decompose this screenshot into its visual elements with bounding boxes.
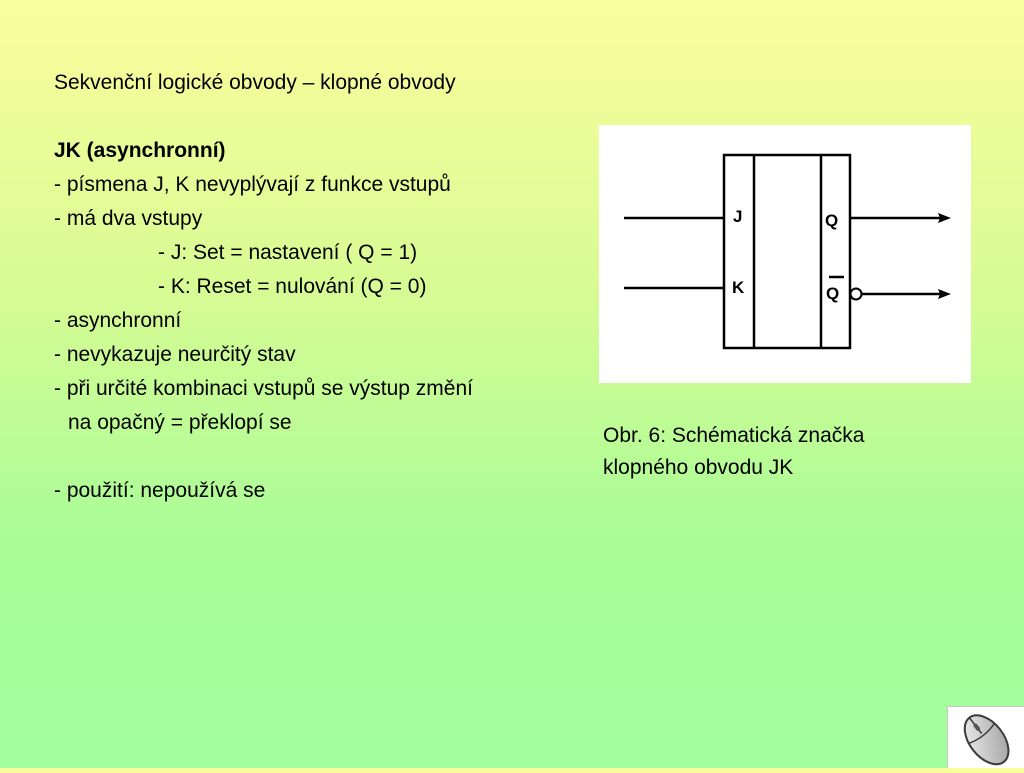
section-heading: JK (asynchronní) xyxy=(54,139,226,162)
slide-text-block xyxy=(54,66,594,508)
bullet-toggle-continuation: na opačný = překlopí se xyxy=(68,411,292,434)
bullet-asynchronous: - asynchronní xyxy=(54,309,182,332)
blank-line xyxy=(54,440,594,474)
bullet-letters: - písmena J, K nevyplývají z funkce vstupů xyxy=(54,173,451,196)
inverter-bubble xyxy=(851,289,862,300)
caption-line-1: Obr. 6: Schématická značka xyxy=(603,424,865,447)
blank-line xyxy=(54,100,594,134)
subbullet-j-set: - J: Set = nastavení ( Q = 1) xyxy=(158,241,418,264)
jk-flipflop-symbol xyxy=(599,125,971,383)
label-q-bar: Q xyxy=(826,284,840,303)
bullet-toggle: - při určité kombinaci vstupů se výstup změní xyxy=(54,377,473,400)
figure-caption xyxy=(603,420,963,484)
bullet-two-inputs: - má dva vstupy xyxy=(54,207,203,230)
bullet-usage: - použití: nepoužívá se xyxy=(54,479,266,502)
label-k: K xyxy=(732,278,745,297)
label-j: J xyxy=(733,207,743,226)
subbullet-k-reset: - K: Reset = nulování (Q = 0) xyxy=(158,275,427,298)
slide-title: Sekvenční logické obvody – klopné obvody xyxy=(54,71,456,94)
computer-mouse-icon xyxy=(948,707,1024,768)
caption-line-2: klopného obvodu JK xyxy=(603,456,794,479)
mouse-thumbnail[interactable] xyxy=(947,706,1024,768)
flipflop-outer-box xyxy=(724,155,850,348)
bullet-no-undefined-state: - nevykazuje neurčitý stav xyxy=(54,343,296,366)
jk-flipflop-figure xyxy=(599,125,971,383)
label-q: Q xyxy=(825,211,839,230)
